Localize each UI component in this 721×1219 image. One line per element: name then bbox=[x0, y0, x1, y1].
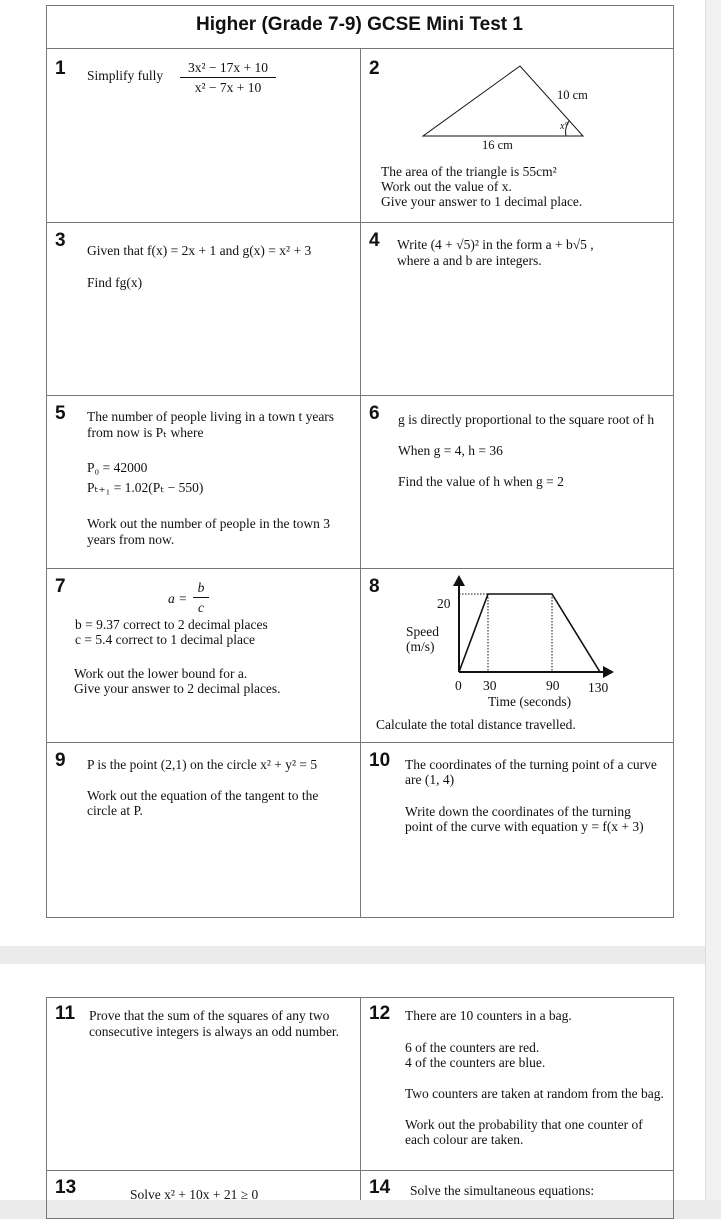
question-text: Work out the value of x. bbox=[381, 179, 512, 194]
equation-lhs: a = bbox=[168, 591, 188, 606]
question-text: point of the curve with equation y = f(x + 3) bbox=[405, 819, 644, 834]
question-number: 3 bbox=[55, 230, 66, 251]
question-text: Give your answer to 2 decimal places. bbox=[74, 681, 281, 696]
question-text: Write (4 + √5)² in the form a + b√5 , bbox=[397, 237, 594, 252]
question-text: Work out the lower bound for a. bbox=[74, 666, 248, 681]
question-text: 4 of the counters are blue. bbox=[405, 1055, 546, 1070]
question-number: 11 bbox=[55, 1003, 76, 1024]
fraction-bar bbox=[180, 77, 276, 78]
divider bbox=[360, 48, 361, 917]
question-number: 14 bbox=[369, 1177, 391, 1198]
question-text: Given that f(x) = 2x + 1 and g(x) = x² + 3 bbox=[87, 243, 312, 258]
x-tick-label: 0 bbox=[455, 678, 462, 693]
question-text: circle at P. bbox=[87, 803, 143, 818]
question-text: P is the point (2,1) on the circle x² + y² = 5 bbox=[87, 757, 318, 772]
question-number: 10 bbox=[369, 750, 391, 771]
question-number: 5 bbox=[55, 403, 66, 424]
question-text: The area of the triangle is 55cm² bbox=[381, 164, 557, 179]
angle-label: x° bbox=[560, 121, 569, 132]
x-tick-label: 90 bbox=[546, 678, 560, 693]
x-tick-label: 130 bbox=[588, 680, 609, 695]
question-text: P₀ = 42000 bbox=[87, 460, 148, 475]
numerator: 3x² − 17x + 10 bbox=[187, 60, 269, 75]
question-text: c = 5.4 correct to 1 decimal place bbox=[75, 632, 256, 647]
fraction bbox=[193, 580, 209, 615]
question-text: Two counters are taken at random from the bag. bbox=[405, 1086, 664, 1101]
page-title: Higher (Grade 7-9) GCSE Mini Test 1 bbox=[196, 14, 523, 35]
question-text: consecutive integers is always an odd number. bbox=[89, 1024, 340, 1039]
fraction bbox=[180, 60, 276, 95]
question-text: Prove that the sum of the squares of any two bbox=[89, 1008, 330, 1023]
divider bbox=[360, 997, 361, 1200]
question-text: Solve x² + 10x + 21 ≥ 0 bbox=[130, 1187, 259, 1202]
question-number: 12 bbox=[369, 1003, 391, 1024]
question-number: 13 bbox=[55, 1177, 77, 1198]
numerator: b bbox=[197, 580, 205, 595]
side-label: 16 cm bbox=[482, 138, 513, 152]
y-axis-label: Speed bbox=[406, 624, 439, 639]
y-axis-label: (m/s) bbox=[406, 639, 435, 654]
denominator: c bbox=[198, 600, 204, 615]
question-text: Calculate the total distance travelled. bbox=[376, 717, 576, 732]
question-number: 1 bbox=[55, 58, 66, 79]
question-number: 9 bbox=[55, 750, 66, 771]
question-text: from now is Pₜ where bbox=[87, 425, 204, 440]
question-number: 6 bbox=[369, 403, 380, 424]
question-text: When g = 4, h = 36 bbox=[398, 443, 503, 458]
x-axis-label: Time (seconds) bbox=[488, 694, 572, 709]
question-text: g is directly proportional to the square root of h bbox=[398, 412, 655, 427]
question-text: years from now. bbox=[87, 532, 175, 547]
question-text: The number of people living in a town t years bbox=[87, 409, 335, 424]
question-text: Find the value of h when g = 2 bbox=[398, 474, 564, 489]
question-text: The coordinates of the turning point of a curve bbox=[405, 757, 657, 772]
fraction-bar bbox=[193, 597, 209, 598]
question-text: each colour are taken. bbox=[405, 1132, 524, 1147]
scrollbar[interactable] bbox=[705, 0, 721, 1200]
question-text: Pₜ₊₁ = 1.02(Pₜ − 550) bbox=[87, 480, 204, 495]
question-text: Simplify fully bbox=[87, 68, 164, 83]
question-text: Work out the equation of the tangent to the bbox=[87, 788, 319, 803]
question-text: b = 9.37 correct to 2 decimal places bbox=[75, 617, 268, 632]
side-label: 10 cm bbox=[557, 88, 588, 102]
question-number: 8 bbox=[369, 576, 380, 597]
y-tick-label: 20 bbox=[437, 596, 451, 611]
question-text: where a and b are integers. bbox=[397, 253, 542, 268]
question-text: There are 10 counters in a bag. bbox=[405, 1008, 572, 1023]
question-text: 6 of the counters are red. bbox=[405, 1040, 540, 1055]
question-text: are (1, 4) bbox=[405, 772, 455, 787]
question-text: Find fg(x) bbox=[87, 275, 143, 290]
denominator: x² − 7x + 10 bbox=[194, 80, 262, 95]
question-text: Work out the probability that one counter of bbox=[405, 1117, 643, 1132]
question-text: Write down the coordinates of the turning bbox=[405, 804, 631, 819]
question-text: Give your answer to 1 decimal place. bbox=[381, 194, 583, 209]
question-text: Solve the simultaneous equations: bbox=[410, 1183, 595, 1198]
x-tick-label: 30 bbox=[483, 678, 497, 693]
question-number: 7 bbox=[55, 576, 66, 597]
question-text: Work out the number of people in the town 3 bbox=[87, 516, 330, 531]
question-number: 4 bbox=[369, 230, 380, 251]
question-number: 2 bbox=[369, 58, 380, 79]
